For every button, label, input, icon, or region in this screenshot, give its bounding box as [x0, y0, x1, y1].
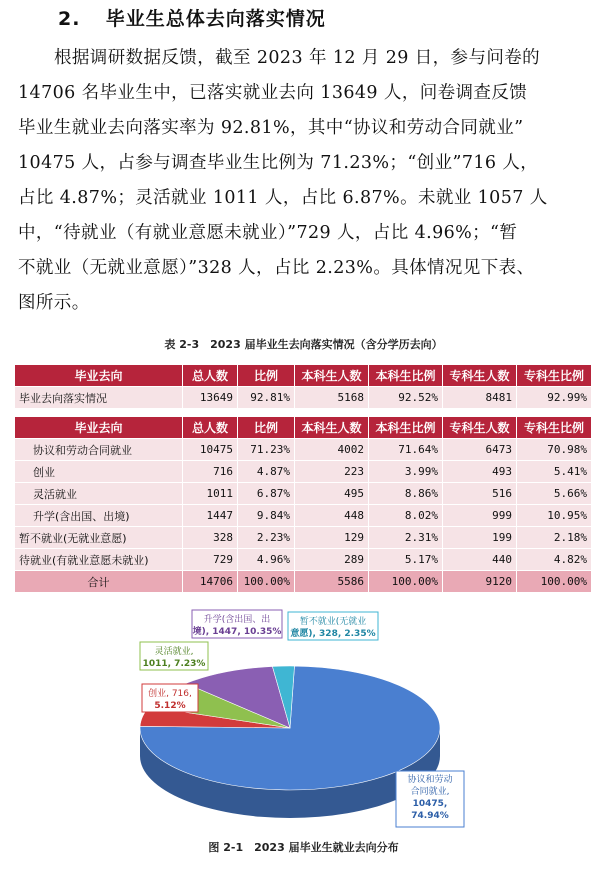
header-cell: 毕业去向 — [15, 365, 183, 387]
cell-undergrad-ratio: 71.64% — [369, 439, 443, 461]
cell-undergrad-count: 289 — [295, 549, 369, 571]
label-line: 1011, 7.23% — [142, 659, 206, 669]
label-line: 灵活就业, — [154, 647, 194, 657]
label-line: 协议和劳动 — [407, 775, 453, 785]
paragraph-line: 不就业（无就业意愿）”328 人，占比 2.23%。具体情况见下表、 — [18, 258, 535, 278]
cell-college-ratio: 4.82% — [517, 549, 592, 571]
cell-college-count: 8481 — [443, 387, 517, 409]
table-row — [15, 549, 592, 571]
paragraph-line: 图所示。 — [18, 293, 90, 313]
cell-total: 14706 — [183, 571, 238, 593]
cell-undergrad-ratio: 100.00% — [369, 571, 443, 593]
header-cell: 总人数 — [183, 417, 238, 439]
cell-total: 328 — [183, 527, 238, 549]
cell-total: 716 — [183, 461, 238, 483]
cell-ratio: 92.81% — [238, 387, 295, 409]
row-label: 暂不就业(无就业意愿) — [15, 527, 183, 549]
table-header-row — [15, 417, 592, 439]
label-line: 暂不就业(无就业 — [299, 617, 367, 627]
section-heading — [58, 4, 326, 31]
header-cell: 本科生比例 — [369, 365, 443, 387]
cell-college-count: 9120 — [443, 571, 517, 593]
row-label: 灵活就业 — [15, 483, 183, 505]
section-number: 2. — [58, 8, 81, 30]
label-line: 意愿), 328, 2.35% — [290, 629, 376, 639]
row-label: 协议和劳动合同就业 — [15, 439, 183, 461]
cell-college-count: 199 — [443, 527, 517, 549]
paragraph-line: 占比 4.87%；灵活就业 1011 人，占比 6.87%。未就业 1057 人 — [18, 188, 548, 208]
cell-college-count: 516 — [443, 483, 517, 505]
header-cell: 专科生比例 — [517, 417, 592, 439]
table-row — [15, 483, 592, 505]
table-total-row — [15, 571, 592, 593]
header-cell: 比例 — [238, 417, 295, 439]
label-line: 境), 1447, 10.35% — [192, 627, 282, 637]
header-cell: 本科生比例 — [369, 417, 443, 439]
cell-college-count: 999 — [443, 505, 517, 527]
cell-total: 729 — [183, 549, 238, 571]
table-header-row — [15, 365, 592, 387]
slice-label-zanbu — [288, 612, 378, 640]
header-cell: 毕业去向 — [15, 417, 183, 439]
cell-college-ratio: 5.66% — [517, 483, 592, 505]
label-line: 5.12% — [154, 701, 186, 711]
cell-college-ratio: 92.99% — [517, 387, 592, 409]
header-cell: 本科生人数 — [295, 417, 369, 439]
cell-college-ratio: 70.98% — [517, 439, 592, 461]
row-label: 创业 — [15, 461, 183, 483]
row-label: 待就业(有就业意愿未就业) — [15, 549, 183, 571]
cell-ratio: 9.84% — [238, 505, 295, 527]
cell-undergrad-ratio: 3.99% — [369, 461, 443, 483]
slice-label-main — [396, 771, 464, 827]
slice-label-chuangye — [142, 684, 198, 712]
label-line: 升学(含出国、出 — [203, 615, 271, 625]
row-label: 升学(含出国、出境) — [15, 505, 183, 527]
cell-college-ratio: 2.18% — [517, 527, 592, 549]
cell-undergrad-ratio: 8.86% — [369, 483, 443, 505]
header-cell: 本科生人数 — [295, 365, 369, 387]
table-row — [15, 505, 592, 527]
body-paragraph — [18, 41, 590, 321]
cell-undergrad-count: 5586 — [295, 571, 369, 593]
cell-undergrad-count: 4002 — [295, 439, 369, 461]
header-cell: 比例 — [238, 365, 295, 387]
cell-total: 1447 — [183, 505, 238, 527]
cell-ratio: 4.87% — [238, 461, 295, 483]
cell-ratio: 6.87% — [238, 483, 295, 505]
cell-undergrad-count: 495 — [295, 483, 369, 505]
detail-table — [14, 416, 592, 593]
cell-undergrad-ratio: 92.52% — [369, 387, 443, 409]
header-cell: 专科生人数 — [443, 417, 517, 439]
cell-college-count: 493 — [443, 461, 517, 483]
table-caption: 表 2-3 2023 届毕业生去向落实情况（含分学历去向） — [164, 338, 443, 351]
label-line: 合同就业, — [410, 787, 450, 797]
cell-undergrad-count: 5168 — [295, 387, 369, 409]
paragraph-line: 根据调研数据反馈，截至 2023 年 12 月 29 日，参与问卷的 — [54, 48, 541, 68]
section-title: 毕业生总体去向落实情况 — [105, 8, 326, 30]
header-cell: 专科生比例 — [517, 365, 592, 387]
cell-undergrad-count: 223 — [295, 461, 369, 483]
pie-chart — [100, 608, 500, 830]
label-line: 10475, — [412, 799, 448, 809]
cell-ratio: 4.96% — [238, 549, 295, 571]
cell-ratio: 71.23% — [238, 439, 295, 461]
slice-label-linghuo — [140, 642, 208, 670]
cell-college-ratio: 10.95% — [517, 505, 592, 527]
table-row — [15, 439, 592, 461]
cell-undergrad-ratio: 5.17% — [369, 549, 443, 571]
cell-ratio: 100.00% — [238, 571, 295, 593]
cell-total: 1011 — [183, 483, 238, 505]
cell-ratio: 2.23% — [238, 527, 295, 549]
summary-table — [14, 364, 592, 409]
paragraph-line: 10475 人，占参与调查毕业生比例为 71.23%；“创业”716 人， — [18, 153, 539, 173]
cell-total: 10475 — [183, 439, 238, 461]
slice-label-shengxue — [192, 610, 282, 638]
cell-undergrad-ratio: 2.31% — [369, 527, 443, 549]
cell-college-count: 6473 — [443, 439, 517, 461]
table-row — [15, 387, 592, 409]
paragraph-line: 毕业生就业去向落实率为 92.81%，其中“协议和劳动合同就业” — [18, 118, 524, 138]
paragraph-line: 14706 名毕业生中，已落实就业去向 13649 人，问卷调查反馈 — [18, 83, 528, 103]
cell-college-ratio: 5.41% — [517, 461, 592, 483]
cell-undergrad-count: 129 — [295, 527, 369, 549]
figure-caption: 图 2-1 2023 届毕业生就业去向分布 — [208, 841, 399, 854]
cell-undergrad-count: 448 — [295, 505, 369, 527]
label-line: 74.94% — [411, 811, 449, 821]
cell-total: 13649 — [183, 387, 238, 409]
table-row — [15, 461, 592, 483]
header-cell: 专科生人数 — [443, 365, 517, 387]
cell-college-ratio: 100.00% — [517, 571, 592, 593]
row-label: 毕业去向落实情况 — [15, 387, 183, 409]
paragraph-line: 中，“待就业（有就业意愿未就业）”729 人，占比 4.96%；“暂 — [18, 223, 518, 243]
header-cell: 总人数 — [183, 365, 238, 387]
total-label: 合计 — [15, 571, 183, 593]
cell-undergrad-ratio: 8.02% — [369, 505, 443, 527]
table-row — [15, 527, 592, 549]
label-line: 创业, 716, — [148, 689, 192, 699]
cell-college-count: 440 — [443, 549, 517, 571]
